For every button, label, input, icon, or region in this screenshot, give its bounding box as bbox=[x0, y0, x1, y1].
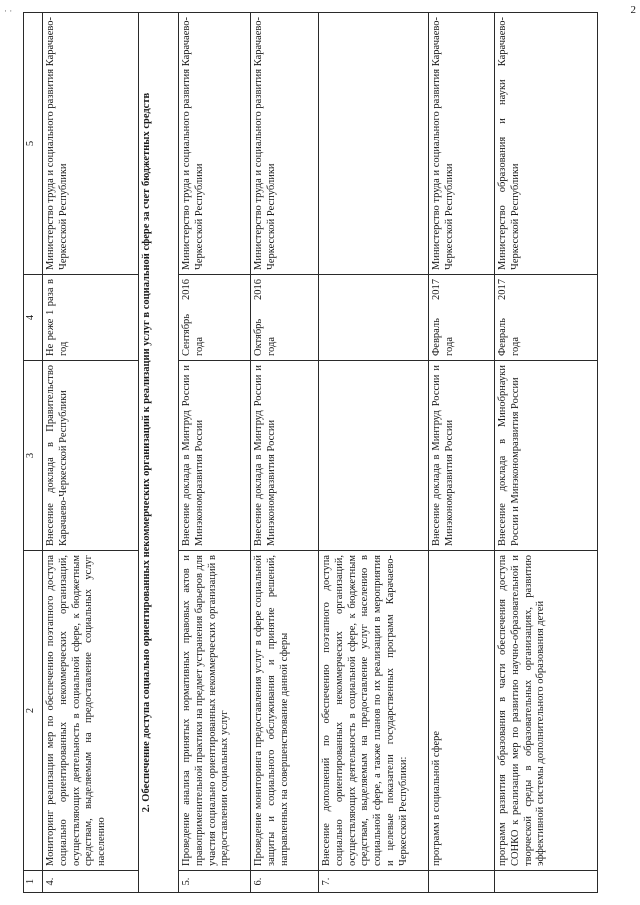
table-row bbox=[179, 13, 251, 893]
table-row bbox=[495, 13, 598, 893]
rotated-table-container bbox=[23, 13, 598, 893]
executor-cell: Министерство труда и социального развития Карачаево-Черкесской Республики bbox=[251, 13, 319, 275]
col-3-header: 3 bbox=[24, 361, 43, 551]
measure-cell: Проведение мониторинга предоставления услуг в сфере социальной защиты и социального обслуживания и принятие решений, направленных на совершенствование данной сферы bbox=[251, 551, 319, 871]
result-cell: Внесение доклада в Минтруд России и Минэкономразвития России bbox=[429, 361, 495, 551]
col-4-header: 4 bbox=[24, 275, 43, 361]
measure-cell: программ в социальной сфере bbox=[429, 551, 495, 871]
col-5-header: 5 bbox=[24, 13, 43, 275]
deadline-cell: Не реже 1 раза в год bbox=[43, 275, 139, 361]
measures-table bbox=[23, 12, 598, 893]
executor-cell: Министерство труда и социального развития Карачаево-Черкесской Республики bbox=[429, 13, 495, 275]
measure-cell: Мониторинг реализации мер по обеспечению поэтапного доступа социально ориентированных некоммерческих организаций, осуществляющих деятельность в социальной сфере, к бюджетным средствам, выделяемым на предоставление социальных услуг населению bbox=[43, 551, 139, 871]
row-number: 6. bbox=[251, 871, 319, 893]
section-title: 2. Обеспечение доступа социально ориентированных некоммерческих организаций к реализации услуг в социальной сфере за счет бюджетных средств bbox=[139, 13, 179, 893]
page-number: 2 bbox=[630, 4, 636, 16]
measure-cell: Внесение дополнений по обеспечению поэтапного доступа социально ориентированных некоммерческих организаций, осуществляющих деятельность в социальной сфере, к бюджетным средствам, выделяемым на предоставление услуг населению в социальной сфере, а также планов по их реализации в мероприятия и целевые показатели государственных программ Карачаево-Черкесской Республики: bbox=[319, 551, 429, 871]
row-number: 5. bbox=[179, 871, 251, 893]
row-number: 4. bbox=[43, 871, 139, 893]
result-cell: Внесение доклада в Минтруд России и Минэкономразвития России bbox=[179, 361, 251, 551]
table-row bbox=[43, 13, 139, 893]
row-number: 7. bbox=[319, 871, 429, 893]
result-cell bbox=[319, 361, 429, 551]
executor-cell: Министерство труда и социального развития Карачаево-Черкесской Республики bbox=[179, 13, 251, 275]
executor-cell: Министерство образования и науки Карачаево-Черкесской Республики bbox=[495, 13, 598, 275]
executor-cell bbox=[319, 13, 429, 275]
measure-cell: Проведение анализа принятых нормативных правовых актов и правоприменительной практики на предмет устранения барьеров для участия социально ориентированных некоммерческих организаций в предоставлении социальных услуг bbox=[179, 551, 251, 871]
deadline-cell bbox=[319, 275, 429, 361]
table-row bbox=[251, 13, 319, 893]
deadline-cell: Февраль 2017 года bbox=[429, 275, 495, 361]
result-cell: Внесение доклада в Минобрнауки России и Минэкономразвития России bbox=[495, 361, 598, 551]
result-cell: Внесение доклада в Минтруд России и Минэкономразвития России bbox=[251, 361, 319, 551]
column-number-row bbox=[24, 13, 43, 893]
section-row bbox=[139, 13, 179, 893]
table-row bbox=[319, 13, 429, 893]
deadline-cell: Февраль 2017 года bbox=[495, 275, 598, 361]
result-cell: Внесение доклада в Правительство Карачаево-Черкесской Республики bbox=[43, 361, 139, 551]
executor-cell: Министерство труда и социального развития Карачаево-Черкесской Республики bbox=[43, 13, 139, 275]
col-2-header: 2 bbox=[24, 551, 43, 871]
table-row bbox=[429, 13, 495, 893]
measure-cell: программ развития образования в части обеспечения доступа СОНКО к реализации мер по развитию научно-образовательной и творческой среды в образовательных организациях, развитию эффективной системы дополнительного образования детей bbox=[495, 551, 598, 871]
deadline-cell: Сентябрь 2016 года bbox=[179, 275, 251, 361]
scan-artifact: · · bbox=[4, 6, 13, 16]
col-1-header: 1 bbox=[24, 871, 43, 893]
row-number bbox=[495, 871, 598, 893]
row-number bbox=[429, 871, 495, 893]
deadline-cell: Октябрь 2016 года bbox=[251, 275, 319, 361]
